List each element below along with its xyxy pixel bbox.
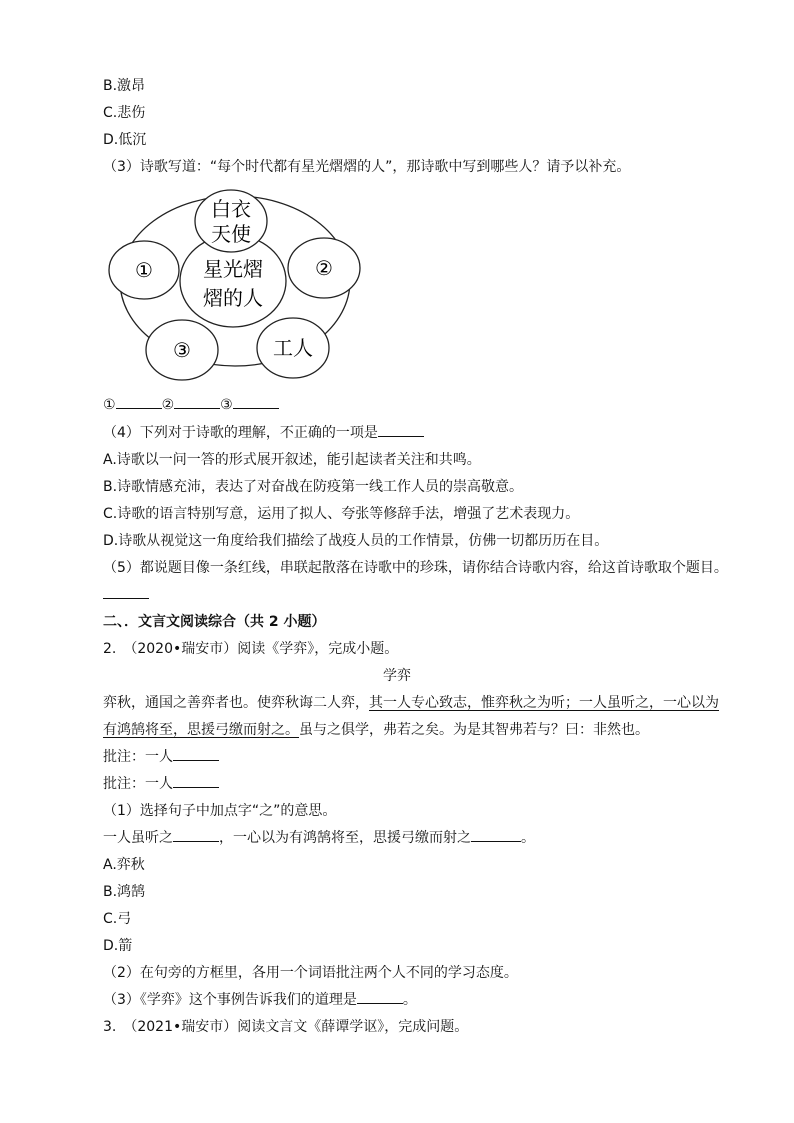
section-heading: 二、．文言文阅读综合（共 2 小题）	[103, 614, 326, 630]
answer-label-2: ②	[161, 397, 175, 413]
question-4	[103, 424, 424, 442]
sub-q3-blank[interactable]	[357, 991, 403, 1004]
passage-text-1a: 弈秋，通国之善弈者也。使弈秋诲二人弈，	[103, 695, 369, 711]
passage-text-2a: 有鸿鹄将至，思援弓缴而射之。	[103, 722, 299, 738]
option-b: B.激昂	[103, 78, 146, 94]
sub-q1-blank-1[interactable]	[173, 829, 219, 842]
option-c: C.悲伤	[103, 105, 146, 121]
circle-diagram	[106, 186, 366, 392]
answer-label-1: ①	[103, 397, 116, 413]
passage-line-2	[103, 721, 649, 739]
bottom-left-text: ③	[173, 338, 191, 362]
sub-q1-part-a: 一人虽听之	[103, 830, 173, 846]
sub-q1-option-a: A.弈秋	[103, 857, 145, 873]
sub-q1-blank-2[interactable]	[471, 829, 521, 842]
annotation-1-label: 批注：一人	[103, 749, 173, 765]
question-4-blank[interactable]	[378, 424, 424, 437]
annotation-2-blank[interactable]	[173, 775, 219, 788]
center-text-1: 星光熠	[203, 257, 263, 281]
sub-q1-part-b: ，一心以为有鸿鹄将至，思援弓缴而射之	[219, 830, 471, 846]
right-text: ②	[315, 256, 333, 280]
answer-blank-1[interactable]	[116, 396, 162, 409]
top-text-1: 白衣	[211, 197, 251, 221]
passage-text-2b: 虽与之俱学，弗若之矣。为是其智弗若与？曰：非然也。	[299, 722, 649, 738]
sub-question-2: （2）在句旁的方框里，各用一个词语批注两个人不同的学习态度。	[103, 965, 518, 981]
sub-q3-end: 。	[402, 992, 417, 1008]
sub-question-1: （1）选择句子中加点字“之”的意思。	[103, 803, 337, 819]
question-4-text: （4）下列对于诗歌的理解，不正确的一项是	[103, 425, 378, 441]
bottom-right-text: 工人	[273, 336, 313, 360]
question-3: （3）诗歌写道：“每个时代都有星光熠熠的人”，那诗歌中写到哪些人？请予以补充。	[103, 159, 631, 175]
option-d: D.低沉	[103, 132, 147, 148]
question-5: （5）都说题目像一条红线，串联起散落在诗歌中的珍珠，请你结合诗歌内容，给这首诗歌取个题目。	[103, 560, 728, 576]
question-4-option-d: D.诗歌从视觉这一角度给我们描绘了战疫人员的工作情景，仿佛一切都历历在目。	[103, 533, 609, 549]
passage-title: 学弈	[383, 668, 411, 684]
sub-q1-part-c: 。	[521, 830, 535, 846]
annotation-2	[103, 775, 219, 793]
question-4-option-a: A.诗歌以一问一答的形式展开叙述，能引起读者关注和共鸣。	[103, 452, 481, 468]
answer-blank-3[interactable]	[233, 396, 279, 409]
top-text-2: 天使	[211, 222, 251, 246]
center-text-2: 熠的人	[203, 286, 263, 310]
annotation-1-blank[interactable]	[173, 748, 219, 761]
passage-text-1b: 其一人专心致志，惟弈秋之为听；一人虽听之，一心以为	[369, 695, 719, 711]
question-4-option-c: C.诗歌的语言特别写意，运用了拟人、夸张等修辞手法，增强了艺术表现力。	[103, 506, 580, 522]
question-5-answer	[103, 586, 149, 604]
passage-line-1	[103, 694, 719, 712]
question-5-blank[interactable]	[103, 586, 149, 599]
item-3-intro: 3. （2021•瑞安市）阅读文言文《薛谭学讴》，完成问题。	[103, 1019, 469, 1035]
answer-blank-2[interactable]	[174, 396, 220, 409]
annotation-2-label: 批注：一人	[103, 776, 173, 792]
answer-label-3: ③	[220, 397, 233, 413]
sub-q3-text: （3）《学弈》这个事例告诉我们的道理是	[103, 992, 357, 1008]
sub-q1-option-c: C.弓	[103, 911, 132, 927]
sub-question-1-line	[103, 829, 535, 847]
question-4-option-b: B.诗歌情感充沛，表达了对奋战在防疫第一线工作人员的崇高敬意。	[103, 479, 524, 495]
sub-q1-option-d: D.箭	[103, 938, 133, 954]
sub-q1-option-b: B.鸿鹄	[103, 884, 146, 900]
sub-question-3	[103, 991, 417, 1009]
annotation-1	[103, 748, 219, 766]
left-text: ①	[135, 258, 153, 282]
item-2-intro: 2. （2020•瑞安市）阅读《学弈》，完成小题。	[103, 641, 399, 657]
answer-blanks	[103, 396, 279, 414]
